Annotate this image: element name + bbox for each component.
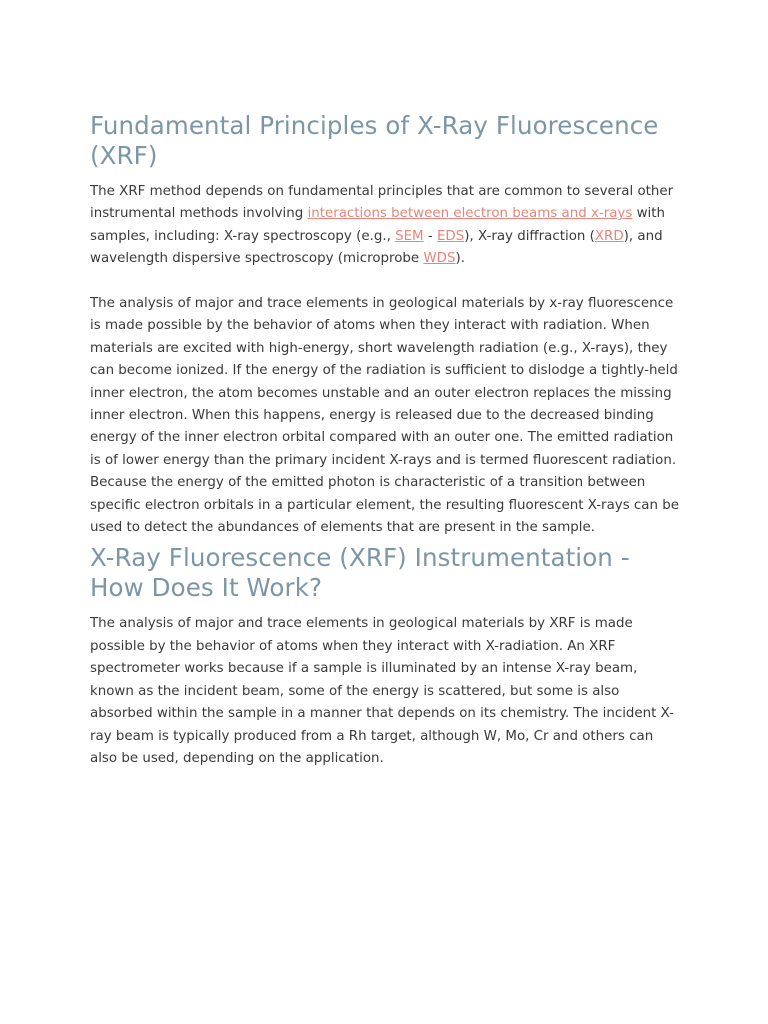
section-heading-instrumentation: X-Ray Fluorescence (XRF) Instrumentation - How Does It Work? (90, 543, 630, 603)
link-xrd[interactable]: XRD (594, 228, 624, 244)
link-interactions-electron-beams-xrays[interactable]: interactions between electron beams and x-rays (307, 206, 633, 222)
text-segment: ), X-ray diffraction ( (464, 228, 595, 244)
section-heading-fundamental-principles: Fundamental Principles of X-Ray Fluorescence (XRF) (90, 111, 659, 170)
link-wds[interactable]: WDS (423, 251, 456, 267)
text-segment: ), and wavelength dispersive spectroscopy (microprobe (90, 228, 663, 267)
paragraph-xrf-method (90, 181, 680, 271)
text-segment: The XRF method depends on fundamental principles that are common to several other instrumental methods involving (90, 184, 674, 222)
text-segment: ). (455, 251, 465, 267)
link-eds[interactable]: EDS (436, 228, 465, 244)
text-segment: with samples, including: X-ray spectroscopy (e.g., (90, 206, 665, 244)
link-sem[interactable]: SEM (395, 228, 424, 244)
text-segment: - (423, 228, 437, 244)
paragraph-spectrometer: The analysis of major and trace elements in geological materials by XRF is made possible by the behavior of atoms when they interact with X-radiation. An XRF spectrometer works because if a sample is illuminated by an intense X-ray beam, known as the incident beam, some of the energy is scattered, but some is also absorbed within the sample in a manner that depends on its chemistry. The incident X-ray beam is typically produced from a Rh target, although W, Mo, Cr and others can also be used, depending on the application. (90, 616, 674, 766)
paragraph-atom-behavior: The analysis of major and trace elements in geological materials by x-ray fluorescence is made possible by the behavior of atoms when they interact with radiation. When materials are excited with high-energy, short wavelength radiation (e.g., X-rays), they can become ionized. If the energy of the radiation is sufficient to dislodge a tightly-held inner electron, the atom becomes unstable and an outer electron replaces the missing inner electron. When this happens, energy is released due to the decreased binding energy of the inner electron orbital compared with an outer one. The emitted radiation is of lower energy than the primary incident X-rays and is termed fluorescent radiation. Because the energy of the emitted photon is characteristic of a transition between specific electron orbitals in a particular element, the resulting fluorescent X-rays can be used to detect the abundances of elements that are present in the sample. (90, 296, 679, 536)
